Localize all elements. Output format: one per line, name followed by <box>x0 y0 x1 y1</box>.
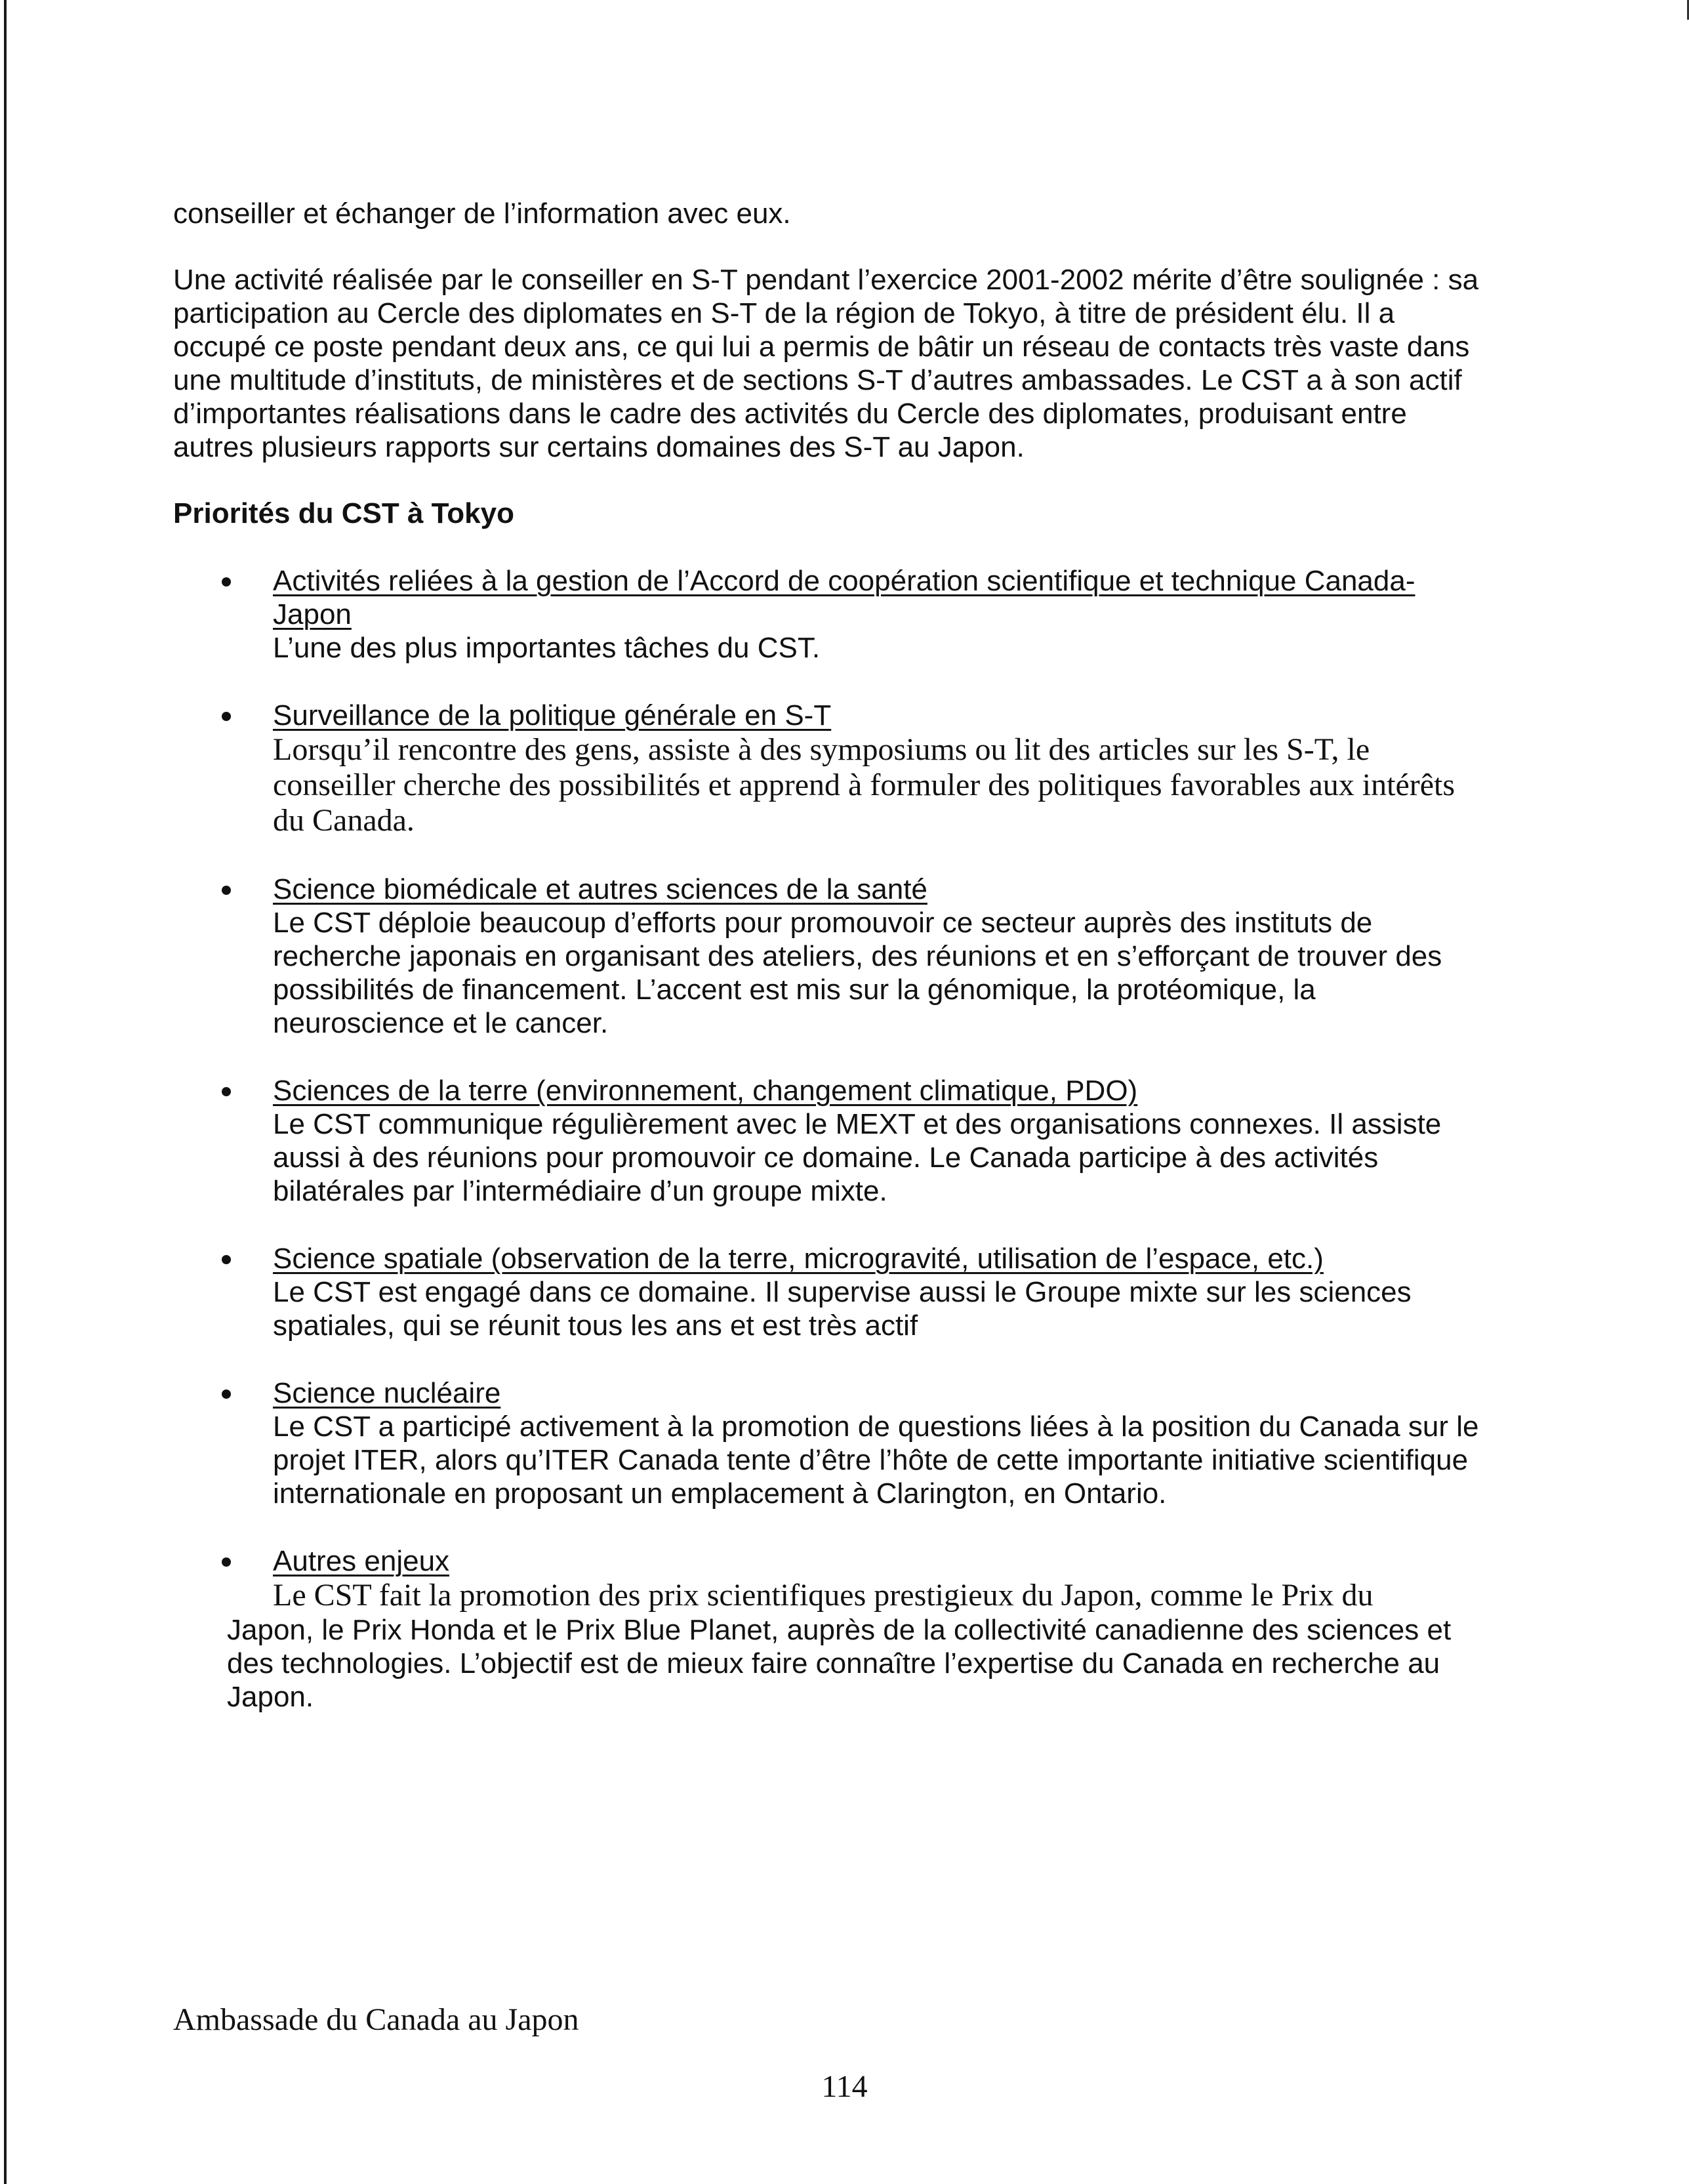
priority-item-space-science <box>173 1242 1485 1342</box>
priority-title: Sciences de la terre (environnement, changement climatique, PDO) <box>273 1075 1138 1107</box>
footer-organization: Ambassade du Canada au Japon <box>173 2002 579 2037</box>
document-page <box>173 197 1485 1748</box>
priority-description: L’une des plus importantes tâches du CST. <box>273 632 821 664</box>
bullet-icon <box>222 1557 231 1567</box>
priority-item-nuclear <box>173 1376 1485 1510</box>
priority-description-first-line: Le CST fait la promotion des prix scientifiques prestigieux du Japon, comme le Prix du <box>273 1578 1374 1613</box>
priority-item-biomedical <box>173 873 1485 1040</box>
bullet-icon <box>222 1390 231 1399</box>
priority-title: Activités reliées à la gestion de l’Accord de coopération scientifique et technique Canada-Japon <box>273 565 1415 630</box>
priority-title: Surveillance de la politique générale en S-T <box>273 699 832 731</box>
priority-description: Le CST est engagé dans ce domaine. Il supervise aussi le Groupe mixte sur les sciences spatiales, qui se réunit tous les ans et est très actif <box>273 1276 1412 1342</box>
priority-item-policy <box>173 699 1485 838</box>
priority-item-earth-sciences <box>173 1074 1485 1208</box>
priorities-list <box>173 564 1485 1714</box>
bullet-icon <box>222 577 231 587</box>
priority-title: Autres enjeux <box>273 1545 450 1577</box>
priority-description: Japon, le Prix Honda et le Prix Blue Planet, auprès de la collectivité canadienne des sciences et des technologies. L’objectif est de mieux faire connaître l’expertise du Canada en recherche au Japon. <box>227 1614 1452 1713</box>
paragraph-diplomates-circle: Une activité réalisée par le conseiller en S-T pendant l’exercice 2001-2002 mérite d’être soulignée : sa participation au Cercle des diplomates en S-T de la région de Tokyo, à titre de président élu. Il a occupé ce poste pendant deux ans, ce qui lui a permis de bâtir un réseau de contacts très vaste dans une multitude d’instituts, de ministères et de sections S-T d’autres ambassades. Le CST a à son actif d’importantes réalisations dans le cadre des activités du Cercle des diplomates, produisant entre autres plusieurs rapports sur certains domaines des S-T au Japon. <box>173 264 1479 463</box>
bullet-icon <box>222 1255 231 1264</box>
scan-edge-left <box>4 0 7 2184</box>
page-number: 114 <box>821 2069 868 2104</box>
priority-title: Science nucléaire <box>273 1377 501 1409</box>
bullet-icon <box>222 886 231 895</box>
paragraph-continuation: conseiller et échanger de l’information avec eux. <box>173 197 791 230</box>
priority-description: Le CST déploie beaucoup d’efforts pour promouvoir ce secteur auprès des instituts de recherche japonais en organisant des ateliers, des réunions et en s’efforçant de trouver des possibilités de financement. L’accent est mis sur la génomique, la protéomique, la neuroscience et le cancer. <box>273 907 1442 1039</box>
priority-description: Le CST a participé activement à la promotion de questions liées à la position du Canada sur le projet ITER, alors qu’ITER Canada tente d’être l’hôte de cette importante initiative scientifique internationale en proposant un emplacement à Clarington, en Ontario. <box>273 1411 1479 1510</box>
priority-item-other-issues <box>173 1544 1485 1714</box>
priority-title: Science spatiale (observation de la terre, microgravité, utilisation de l’espace, etc.) <box>273 1243 1324 1275</box>
bullet-icon <box>222 1087 231 1096</box>
priority-title: Science biomédicale et autres sciences de la santé <box>273 873 927 905</box>
priority-description: Lorsqu’il rencontre des gens, assiste à des symposiums ou lit des articles sur les S-T, le conseiller cherche des possibilités et apprend à formuler des politiques favorables aux intérêts du Canada. <box>273 732 1455 838</box>
priority-item-accord <box>173 564 1485 665</box>
section-title: Priorités du CST à Tokyo <box>173 497 514 529</box>
bullet-icon <box>222 712 231 721</box>
priority-description: Le CST communique régulièrement avec le MEXT et des organisations connexes. Il assiste aussi à des réunions pour promouvoir ce domaine. Le Canada participe à des activités bilatérales par l’intermédiaire d’un groupe mixte. <box>273 1108 1442 1207</box>
